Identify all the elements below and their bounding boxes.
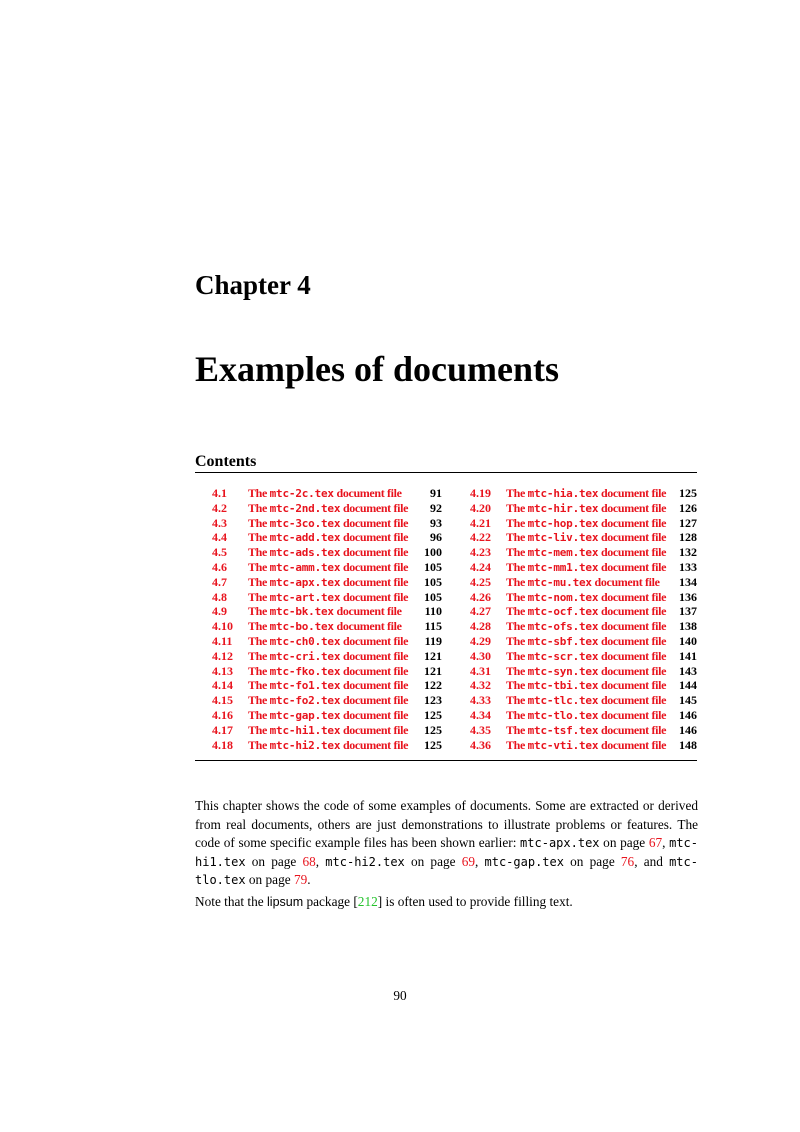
toc-entry-title[interactable] (248, 738, 408, 754)
file-ref-apx: mtc-apx.tex (520, 836, 600, 850)
toc-entry-page: 133 (679, 559, 697, 574)
toc-entry[interactable] (470, 708, 697, 723)
toc-title-suffix: document file (342, 722, 409, 737)
toc-title-suffix: document file (600, 693, 667, 708)
toc-title-prefix: The (506, 500, 525, 515)
toc-entry-title[interactable] (506, 545, 666, 561)
toc-entry[interactable] (212, 738, 442, 753)
toc-entry-filename: mtc-apx.tex (269, 575, 341, 589)
file-ref-hi1: mtc-hi1.tex (195, 836, 699, 869)
toc-entry-number[interactable]: 4.28 (470, 619, 491, 634)
toc-entry[interactable] (212, 545, 442, 560)
toc-entry-title[interactable] (248, 604, 402, 620)
toc-entry-page: 100 (424, 545, 442, 560)
toc-entry[interactable] (212, 619, 442, 634)
toc-entry-number[interactable]: 4.11 (212, 633, 233, 648)
toc-entry-title[interactable] (248, 545, 408, 561)
toc-entry-page: 137 (679, 604, 697, 619)
toc-entry-title[interactable] (248, 486, 402, 502)
toc-entry-number[interactable]: 4.23 (470, 545, 491, 560)
toc-entry-filename: mtc-ofs.tex (527, 620, 599, 634)
toc-title-suffix: document file (600, 633, 667, 648)
chapter-title: Examples of documents (195, 349, 560, 389)
toc-entry[interactable] (470, 516, 697, 531)
toc-entry-filename: mtc-2nd.tex (269, 501, 341, 515)
toc-entry-page: 92 (430, 500, 442, 515)
on-page-text: on page (251, 853, 297, 869)
toc-entry-filename: mtc-bk.tex (269, 605, 334, 619)
toc-entry-filename: mtc-ch0.tex (269, 634, 341, 648)
toc-entry-filename: mtc-mm1.tex (527, 560, 599, 574)
toc-entry[interactable] (470, 723, 697, 738)
toc-entry-number[interactable]: 4.29 (470, 633, 491, 648)
toc-entry-filename: mtc-hop.tex (527, 516, 599, 530)
toc-entry-page: 96 (430, 530, 442, 545)
toc-entry-number[interactable]: 4.14 (212, 678, 233, 693)
toc-title-prefix: The (506, 693, 525, 708)
toc-entry[interactable] (470, 738, 697, 753)
toc-entry-title[interactable] (506, 619, 666, 635)
page-link-79[interactable]: 79 (293, 872, 308, 887)
contents-heading: Contents (195, 453, 257, 470)
toc-title-prefix: The (506, 530, 525, 545)
toc-title-prefix: The (506, 604, 525, 619)
toc-entry-title[interactable] (506, 678, 666, 694)
toc-entry-title[interactable] (506, 501, 666, 517)
toc-title-prefix: The (506, 486, 525, 500)
toc-entry[interactable] (212, 634, 442, 649)
toc-entry-page: 136 (679, 589, 697, 604)
toc-entry-page: 138 (679, 619, 697, 634)
toc-title-prefix: The (248, 663, 267, 678)
toc-entry-page: 146 (679, 722, 697, 737)
toc-entry-filename: mtc-hia.tex (527, 487, 599, 500)
toc-entry-filename: mtc-2c.tex (269, 487, 334, 500)
toc-title-prefix: The (248, 486, 267, 500)
toc-entry[interactable] (212, 723, 442, 738)
toc-entry-title[interactable] (506, 708, 666, 724)
toc-title-suffix: document file (342, 530, 409, 545)
toc-title-prefix: The (506, 559, 525, 574)
toc-entry-title[interactable] (506, 590, 666, 606)
toc-entry-page: 143 (679, 663, 697, 678)
package-name: lipsum (267, 895, 304, 909)
toc-title-prefix: The (248, 633, 267, 648)
on-page-text: on page (570, 853, 615, 869)
citation-link[interactable]: 212 (357, 894, 378, 909)
toc-entry-number[interactable]: 4.33 (470, 693, 491, 708)
toc-entry-title[interactable] (248, 560, 408, 576)
toc-entry-number[interactable]: 4.22 (470, 530, 491, 545)
toc-entry-page: 105 (424, 574, 442, 589)
toc-title-suffix: document file (600, 530, 667, 545)
toc-entry[interactable] (470, 486, 697, 501)
toc-title-suffix: document file (600, 500, 667, 515)
toc-entry[interactable] (212, 530, 442, 545)
toc-title-prefix: The (506, 737, 525, 752)
toc-entry-page: 91 (430, 486, 442, 500)
toc-entry-page: 105 (424, 589, 442, 604)
toc-title-prefix: The (506, 574, 525, 589)
toc-entry-title[interactable] (248, 634, 408, 650)
toc-entry-filename: mtc-add.tex (269, 531, 341, 545)
toc-entry-title[interactable] (506, 516, 666, 532)
toc-entry-filename: mtc-liv.tex (527, 531, 599, 545)
toc-entry-filename: mtc-sbf.tex (527, 634, 599, 648)
note-text-c: is often used to provide filling text. (385, 894, 573, 909)
toc-entry-number[interactable]: 4.6 (212, 559, 227, 574)
toc-entry-number[interactable]: 4.18 (212, 737, 233, 752)
toc-entry-page: 146 (679, 707, 697, 722)
toc-title-prefix: The (506, 663, 525, 678)
toc-entry-filename: mtc-hi1.tex (269, 723, 341, 737)
toc-entry-number[interactable]: 4.32 (470, 678, 491, 693)
toc-entry[interactable] (470, 590, 697, 605)
toc-entry-filename: mtc-3co.tex (269, 516, 341, 530)
toc-title-suffix: document file (600, 545, 667, 560)
toc-entry-number[interactable]: 4.30 (470, 648, 491, 663)
toc-entry[interactable] (470, 678, 697, 693)
toc-entry-number[interactable]: 4.12 (212, 648, 233, 663)
toc-title-suffix: document file (342, 693, 409, 708)
toc-entry-filename: mtc-tsf.tex (527, 723, 599, 737)
toc-title-prefix: The (506, 707, 525, 722)
toc-title-suffix: document file (342, 545, 409, 560)
on-page-text: on page (248, 872, 291, 887)
toc-entry-number[interactable]: 4.24 (470, 559, 491, 574)
toc-entry-title[interactable] (506, 664, 666, 680)
note-text-a: Note that the (195, 894, 264, 909)
toc-entry-filename: mtc-ads.tex (269, 546, 341, 560)
toc-title-suffix: document file (342, 737, 409, 752)
toc-entry-filename: mtc-fo2.tex (269, 694, 341, 708)
toc-title-suffix: document file (600, 663, 667, 678)
toc-title-suffix: document file (336, 486, 402, 500)
toc-entry-page: 105 (424, 559, 442, 574)
toc-entry-filename: mtc-nom.tex (527, 590, 599, 604)
toc-entry-page: 134 (679, 574, 697, 589)
toc-entry-page: 132 (679, 545, 697, 560)
toc-entry[interactable] (470, 530, 697, 545)
toc-entry[interactable] (212, 708, 442, 723)
toc-entry-page: 125 (679, 486, 697, 500)
toc-entry-title[interactable] (248, 590, 408, 606)
toc-title-suffix: document file (342, 559, 409, 574)
toc-entry-filename: mtc-mem.tex (527, 546, 599, 560)
toc-title-prefix: The (248, 707, 267, 722)
toc-title-suffix: document file (342, 574, 409, 589)
toc-entry-page: 119 (424, 633, 442, 648)
toc-entry-title[interactable] (248, 708, 408, 724)
toc-entry-title[interactable] (248, 575, 408, 591)
intro-paragraph: This chapter shows the code of some examples of documents. Some are extracted or derived from real documents, others are just demonstrations to illustrate problems or features. The code of some specific example files has been shown earlier: mtc-apx.tex on page 67, mtc-hi1.tex on page 68, mtc-hi2.tex on page 69, mtc-gap.tex on page 76, and mtc-tlo.tex on page 79. (195, 798, 699, 887)
toc-entry-filename: mtc-gap.tex (269, 708, 341, 722)
toc-entry-page: 110 (424, 604, 442, 619)
toc-title-prefix: The (248, 604, 267, 619)
toc-entry-number[interactable]: 4.13 (212, 663, 233, 678)
toc-entry-title[interactable] (248, 649, 408, 665)
toc-entry-page: 144 (679, 678, 697, 693)
toc-entry[interactable] (470, 604, 697, 619)
toc-entry-title[interactable] (506, 738, 666, 754)
toc-entry-number[interactable]: 4.16 (212, 707, 233, 722)
toc-entry-page: 115 (424, 619, 442, 634)
toc-entry-filename: mtc-art.tex (269, 590, 341, 604)
page-link-76[interactable]: 76 (620, 853, 635, 869)
toc-title-prefix: The (506, 619, 525, 634)
toc-entry-page: 121 (424, 663, 442, 678)
toc-title-prefix: The (248, 574, 267, 589)
toc-title-prefix: The (506, 589, 525, 604)
toc-entry[interactable] (212, 604, 442, 619)
toc-entry-number[interactable]: 4.31 (470, 663, 491, 678)
toc-title-suffix: document file (600, 648, 667, 663)
toc-title-prefix: The (506, 515, 525, 530)
toc-title-suffix: document file (342, 663, 409, 678)
toc-title-suffix: document file (342, 633, 409, 648)
toc-title-suffix: document file (342, 589, 409, 604)
toc-entry-number[interactable]: 4.5 (212, 545, 227, 560)
toc-title-prefix: The (248, 737, 267, 752)
toc-entry-page: 141 (679, 648, 697, 663)
toc-entry-number[interactable]: 4.10 (212, 619, 233, 634)
contents-bottom-rule (195, 760, 697, 761)
toc-entry-filename: mtc-fko.tex (269, 664, 341, 678)
toc-entry-filename: mtc-cri.tex (269, 649, 341, 663)
toc-entry[interactable] (470, 501, 697, 516)
toc-entry[interactable] (212, 575, 442, 590)
toc-entry-page: 125 (424, 737, 442, 752)
toc-entry-title[interactable] (506, 634, 666, 650)
on-page-text: on page (603, 835, 646, 850)
toc-entry-number[interactable]: 4.35 (470, 722, 491, 737)
toc-entry-filename: mtc-fo1.tex (269, 679, 341, 693)
toc-entry-page: 127 (679, 515, 697, 530)
toc-title-prefix: The (506, 545, 525, 560)
toc-entry-number[interactable]: 4.27 (470, 604, 491, 619)
toc-entry-filename: mtc-ocf.tex (527, 605, 599, 619)
toc-entry-filename: mtc-tbi.tex (527, 679, 599, 693)
toc-entry-number[interactable]: 4.25 (470, 574, 491, 589)
toc-entry-filename: mtc-tlc.tex (527, 694, 599, 708)
toc-entry-title[interactable] (248, 516, 408, 532)
toc-left-column (212, 486, 442, 752)
toc-title-prefix: The (248, 559, 267, 574)
toc-entry-title[interactable] (506, 649, 666, 665)
toc-entry[interactable] (212, 693, 442, 708)
toc-entry[interactable] (470, 693, 697, 708)
toc-title-prefix: The (506, 633, 525, 648)
toc-entry[interactable] (212, 649, 442, 664)
toc-title-suffix: document file (600, 559, 667, 574)
toc-entry-number[interactable]: 4.7 (212, 574, 227, 589)
contents-top-rule (195, 472, 697, 473)
toc-title-suffix: document file (342, 707, 409, 722)
toc-entry-title[interactable] (248, 678, 408, 694)
toc-right-column (470, 486, 697, 752)
toc-title-suffix: document file (336, 619, 402, 634)
toc-entry-page: 123 (424, 693, 442, 708)
toc-entry-title[interactable] (506, 486, 666, 502)
toc-entry-title[interactable] (506, 575, 660, 591)
toc-title-suffix: document file (600, 589, 667, 604)
toc-title-prefix: The (248, 678, 267, 693)
toc-entry-title[interactable] (248, 693, 408, 709)
toc-entry-number[interactable]: 4.1 (212, 486, 227, 500)
toc-entry[interactable] (470, 649, 697, 664)
toc-entry-page: 93 (430, 515, 442, 530)
toc-entry-page: 148 (679, 737, 697, 752)
toc-title-prefix: The (248, 500, 267, 515)
page-link-67[interactable]: 67 (648, 835, 663, 850)
toc-entry-page: 121 (424, 648, 442, 663)
toc-entry-title[interactable] (248, 501, 408, 517)
toc-entry-title[interactable] (248, 530, 408, 546)
toc-entry-title[interactable] (506, 604, 666, 620)
toc-entry[interactable] (212, 486, 442, 501)
and-text: and (643, 853, 663, 869)
toc-title-suffix: document file (342, 500, 409, 515)
toc-entry-title[interactable] (248, 664, 408, 680)
toc-entry-number[interactable]: 4.34 (470, 707, 491, 722)
toc-entry[interactable] (212, 501, 442, 516)
toc-title-suffix: document file (336, 604, 402, 619)
toc-entry-filename: mtc-hi2.tex (269, 738, 341, 752)
chapter-label: Chapter 4 (195, 270, 311, 300)
toc-title-prefix: The (248, 619, 267, 634)
toc-title-suffix: document file (600, 486, 667, 500)
toc-title-suffix: document file (342, 678, 409, 693)
note-text-b: package (306, 894, 351, 909)
toc-entry-number[interactable]: 4.17 (212, 722, 233, 737)
page-number: 90 (393, 988, 407, 1003)
toc-entry-number[interactable]: 4.15 (212, 693, 233, 708)
toc-title-prefix: The (248, 722, 267, 737)
file-ref-tlo: mtc-tlo.tex (195, 854, 698, 887)
file-ref-gap: mtc-gap.tex (484, 854, 564, 869)
toc-entry-number[interactable]: 4.36 (470, 737, 491, 752)
toc-title-suffix: document file (600, 737, 667, 752)
toc-entry-page: 125 (424, 707, 442, 722)
toc-title-prefix: The (248, 589, 267, 604)
toc-entry-number[interactable]: 4.9 (212, 604, 227, 619)
toc-entry-filename: mtc-hir.tex (527, 501, 599, 515)
file-ref-hi2: mtc-hi2.tex (325, 854, 405, 869)
toc-title-suffix: document file (600, 722, 667, 737)
toc-entry-number[interactable]: 4.2 (212, 500, 227, 515)
toc-entry[interactable] (470, 545, 697, 560)
toc-entry-page: 125 (424, 722, 442, 737)
toc-title-suffix: document file (342, 648, 409, 663)
page-link-69[interactable]: 69 (461, 853, 475, 869)
toc-entry-title[interactable] (506, 530, 666, 546)
on-page-text: on page (410, 853, 456, 869)
toc-entry[interactable] (212, 590, 442, 605)
note-paragraph: Note that the lipsum package [212] is often used to provide filling text. (195, 894, 573, 909)
toc-entry-filename: mtc-syn.tex (527, 664, 599, 678)
page-link-68[interactable]: 68 (302, 853, 316, 869)
toc-entry[interactable] (470, 619, 697, 634)
toc-title-prefix: The (248, 545, 267, 560)
toc-title-suffix: document file (600, 678, 667, 693)
toc-entry-page: 122 (424, 678, 442, 693)
toc-title-suffix: document file (600, 604, 667, 619)
toc-title-prefix: The (248, 515, 267, 530)
toc-entry[interactable] (470, 634, 697, 649)
toc-title-prefix: The (506, 648, 525, 663)
toc-entry[interactable] (212, 516, 442, 531)
toc-title-prefix: The (506, 722, 525, 737)
toc-entry-filename: mtc-vti.tex (527, 738, 599, 752)
toc-title-prefix: The (248, 693, 267, 708)
toc-entry[interactable] (212, 678, 442, 693)
toc-entry-number[interactable]: 4.8 (212, 589, 227, 604)
toc-entry-page: 140 (679, 633, 697, 648)
toc-entry-filename: mtc-tlo.tex (527, 708, 599, 722)
toc-entry-number[interactable]: 4.3 (212, 515, 227, 530)
toc-entry-filename: mtc-amm.tex (269, 560, 341, 574)
toc-entry-page: 128 (679, 530, 697, 545)
toc-entry[interactable] (470, 575, 697, 590)
toc-entry-title[interactable] (506, 723, 666, 739)
toc-title-suffix: document file (600, 619, 667, 634)
toc-entry-number[interactable]: 4.26 (470, 589, 491, 604)
toc-entry-number[interactable]: 4.20 (470, 500, 491, 515)
toc-entry[interactable] (470, 664, 697, 679)
toc-entry-filename: mtc-mu.tex (527, 575, 592, 589)
toc-entry-title[interactable] (248, 619, 402, 635)
toc-entry[interactable] (212, 664, 442, 679)
toc-entry-title[interactable] (248, 723, 408, 739)
toc-entry-filename: mtc-bo.tex (269, 620, 334, 634)
toc-entry-filename: mtc-scr.tex (527, 649, 599, 663)
toc-entry-page: 145 (679, 693, 697, 708)
toc-entry-title[interactable] (506, 560, 666, 576)
toc-entry-number[interactable]: 4.21 (470, 515, 491, 530)
toc-title-prefix: The (248, 648, 267, 663)
intro-text: This chapter shows the code of some examples of documents. Some are extracted or derived from real documents, others are just demonstrations to illustrate problems or features. The code of some specific example files has been shown earlier: (195, 798, 698, 850)
toc-title-prefix: The (248, 530, 267, 545)
toc-title-suffix: document file (342, 515, 409, 530)
toc-title-suffix: document file (594, 574, 660, 589)
toc-title-suffix: document file (600, 515, 667, 530)
toc-entry-title[interactable] (506, 693, 666, 709)
toc-entry-number[interactable]: 4.19 (470, 486, 491, 500)
toc-entry-page: 126 (679, 500, 697, 515)
toc-title-suffix: document file (600, 707, 667, 722)
toc-title-prefix: The (506, 678, 525, 693)
toc-entry-number[interactable]: 4.4 (212, 530, 227, 545)
toc-entry[interactable] (470, 560, 697, 575)
toc-entry[interactable] (212, 560, 442, 575)
